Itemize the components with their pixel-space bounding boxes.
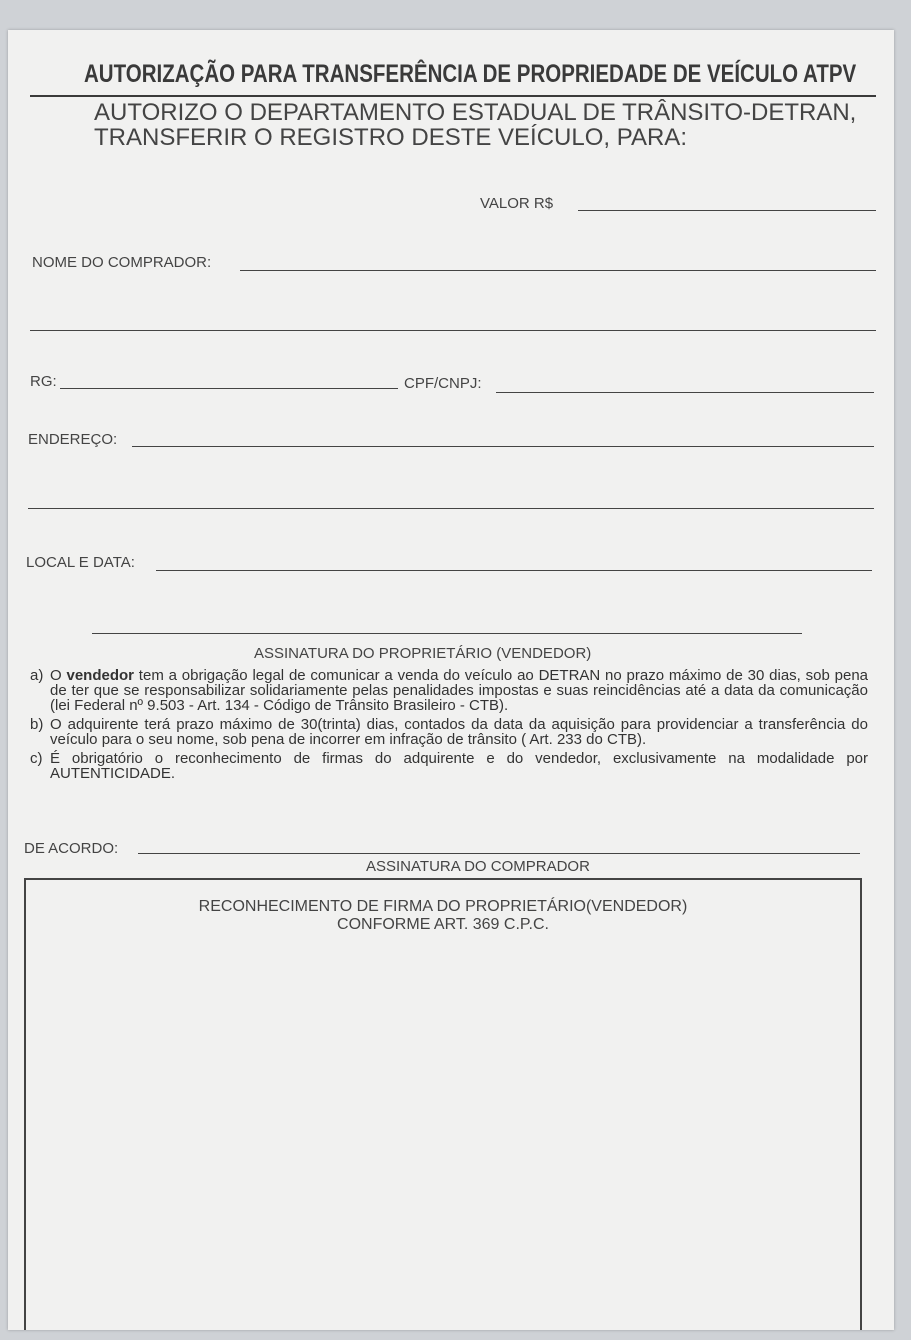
endereco-field[interactable] bbox=[132, 446, 874, 447]
legal-notes bbox=[30, 668, 868, 785]
note-b-text: O adquirente terá prazo máximo de 30(trinta) dias, contados da data da aquisição para providenciar a transferência do veículo para o seu nome, sob pena de incorrer em infração de trânsito ( Art. 233 do CTB). bbox=[50, 716, 868, 748]
note-a-bold: vendedor bbox=[66, 667, 134, 684]
notary-box-line-1: RECONHECIMENTO DE FIRMA DO PROPRIETÁRIO(VENDEDOR) bbox=[198, 898, 688, 915]
cpf-cnpj-label: CPF/CNPJ: bbox=[404, 375, 482, 392]
note-c-text: É obrigatório o reconhecimento de firmas do adquirente e do vendedor, exclusivamente na modalidade por AUTENTICIDADE. bbox=[50, 750, 868, 782]
note-c bbox=[30, 751, 868, 781]
cpf-cnpj-field[interactable] bbox=[496, 392, 874, 393]
buyer-signature-line[interactable] bbox=[138, 853, 860, 854]
authorization-text bbox=[94, 100, 856, 150]
de-acordo-label: DE ACORDO: bbox=[24, 840, 119, 857]
valor-label: VALOR R$ bbox=[480, 195, 554, 212]
authorization-line-2: TRANSFERIR O REGISTRO DESTE VEÍCULO, PARA: bbox=[94, 124, 687, 151]
notary-box-title bbox=[26, 898, 860, 934]
notary-recognition-box bbox=[24, 878, 862, 1330]
note-b-letter: b) bbox=[30, 716, 44, 733]
title-underline bbox=[30, 95, 876, 97]
nome-comprador-field[interactable] bbox=[240, 270, 876, 271]
form-title: AUTORIZAÇÃO PARA TRANSFERÊNCIA DE PROPRIEDADE DE VEÍCULO ATPV bbox=[84, 60, 857, 88]
atpv-form-page bbox=[8, 30, 894, 1330]
note-a-text: O vendedor tem a obrigação legal de comunicar a venda do veículo ao DETRAN no prazo máximo de 30 dias, sob pena de ter que se responsabilizar solidariamente pelas penalidades impostas e suas reincidências até a data da comunicação (lei Federal nº 9.503 - Art. 134 - Código de Trânsito Brasileiro - CTB). bbox=[50, 667, 868, 714]
note-b bbox=[30, 717, 868, 747]
nome-comprador-label: NOME DO COMPRADOR: bbox=[32, 254, 212, 271]
note-a bbox=[30, 668, 868, 713]
rg-field[interactable] bbox=[60, 388, 398, 389]
notary-box-line-2: CONFORME ART. 369 C.P.C. bbox=[337, 916, 549, 933]
seller-signature-caption: ASSINATURA DO PROPRIETÁRIO (VENDEDOR) bbox=[254, 645, 592, 662]
note-c-letter: c) bbox=[30, 750, 43, 767]
seller-signature-line[interactable] bbox=[92, 633, 802, 634]
nome-comprador-field-line-2[interactable] bbox=[30, 330, 876, 331]
note-a-letter: a) bbox=[30, 667, 44, 684]
buyer-signature-caption: ASSINATURA DO COMPRADOR bbox=[366, 858, 590, 875]
endereco-field-line-2[interactable] bbox=[28, 508, 874, 509]
valor-field[interactable] bbox=[578, 210, 876, 211]
local-data-label: LOCAL E DATA: bbox=[26, 554, 135, 571]
rg-label: RG: bbox=[30, 373, 57, 390]
authorization-line-1: AUTORIZO O DEPARTAMENTO ESTADUAL DE TRÂNSITO-DETRAN, bbox=[94, 99, 857, 126]
endereco-label: ENDEREÇO: bbox=[28, 431, 118, 448]
local-data-field[interactable] bbox=[156, 570, 872, 571]
